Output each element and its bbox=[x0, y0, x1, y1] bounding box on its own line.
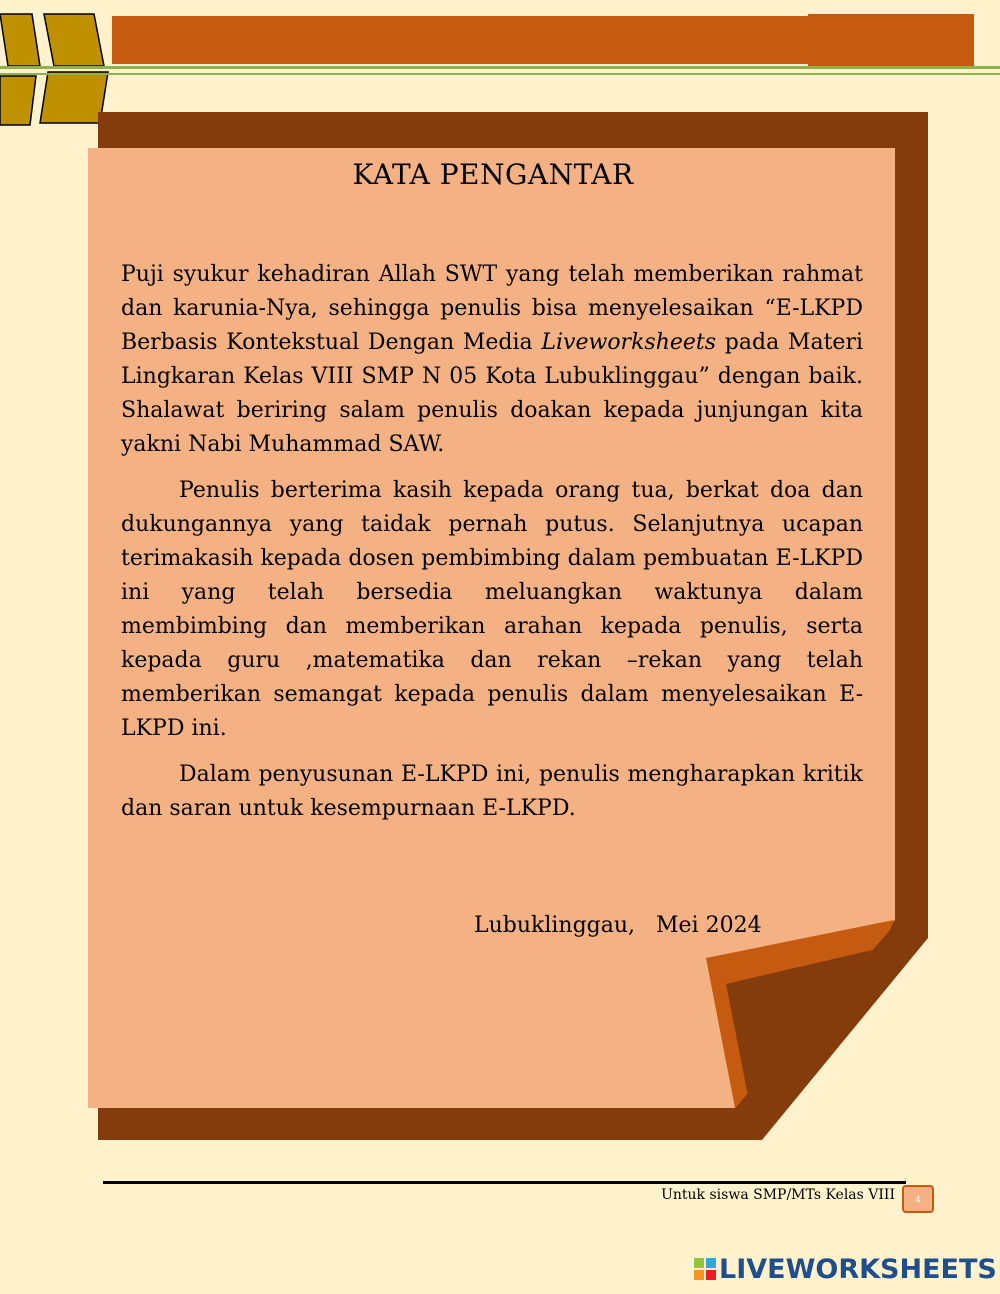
footer-line bbox=[103, 1181, 906, 1184]
body-text bbox=[121, 258, 863, 838]
page-title: KATA PENGANTAR bbox=[352, 158, 634, 191]
paragraph-1: Puji syukur kehadiran Allah SWT yang telah memberikan rahmat dan karunia-Nya, sehingga penulis bisa menyelesaikan “E-LKPD Berbasis Kontekstual Dengan Media Liveworksheets pada Materi Lingkaran Kelas VIII SMP N 05 Kota Lubuklinggau” dengan baik. Shalawat beriring salam penulis doakan kepada junjungan kita yakni Nabi Muhammad SAW. bbox=[121, 262, 863, 457]
page-number: 4 bbox=[902, 1185, 934, 1213]
paragraph-2: Penulis berterima kasih kepada orang tua, berkat doa dan dukungannya yang taidak pernah putus. Selanjutnya ucapan terimakasih kepada dosen pembimbing dalam pembuatan E-LKPD ini yang telah bersedia meluangkan waktunya dalam membimbing dan memberikan arahan kepada penulis, serta kepada guru ,matematika dan rekan –rekan yang telah memberikan semangat kepada penulis dalam menyelesaikan E-LKPD ini. bbox=[121, 478, 863, 741]
liveworksheets-wordmark: LIVEWORKSHEETS bbox=[719, 1253, 997, 1285]
footer-text: Untuk siswa SMP/MTs Kelas VIII bbox=[661, 1187, 895, 1203]
italic-term: Liveworksheets bbox=[541, 330, 717, 355]
paragraph-3: Dalam penyusunan E-LKPD ini, penulis mengharapkan kritik dan saran untuk kesempurnaan E-LKPD. bbox=[121, 762, 863, 821]
liveworksheets-logo[interactable] bbox=[694, 1254, 997, 1284]
signature-place-date: Lubuklinggau, Mei 2024 bbox=[474, 913, 762, 938]
liveworksheets-icon bbox=[694, 1258, 716, 1280]
